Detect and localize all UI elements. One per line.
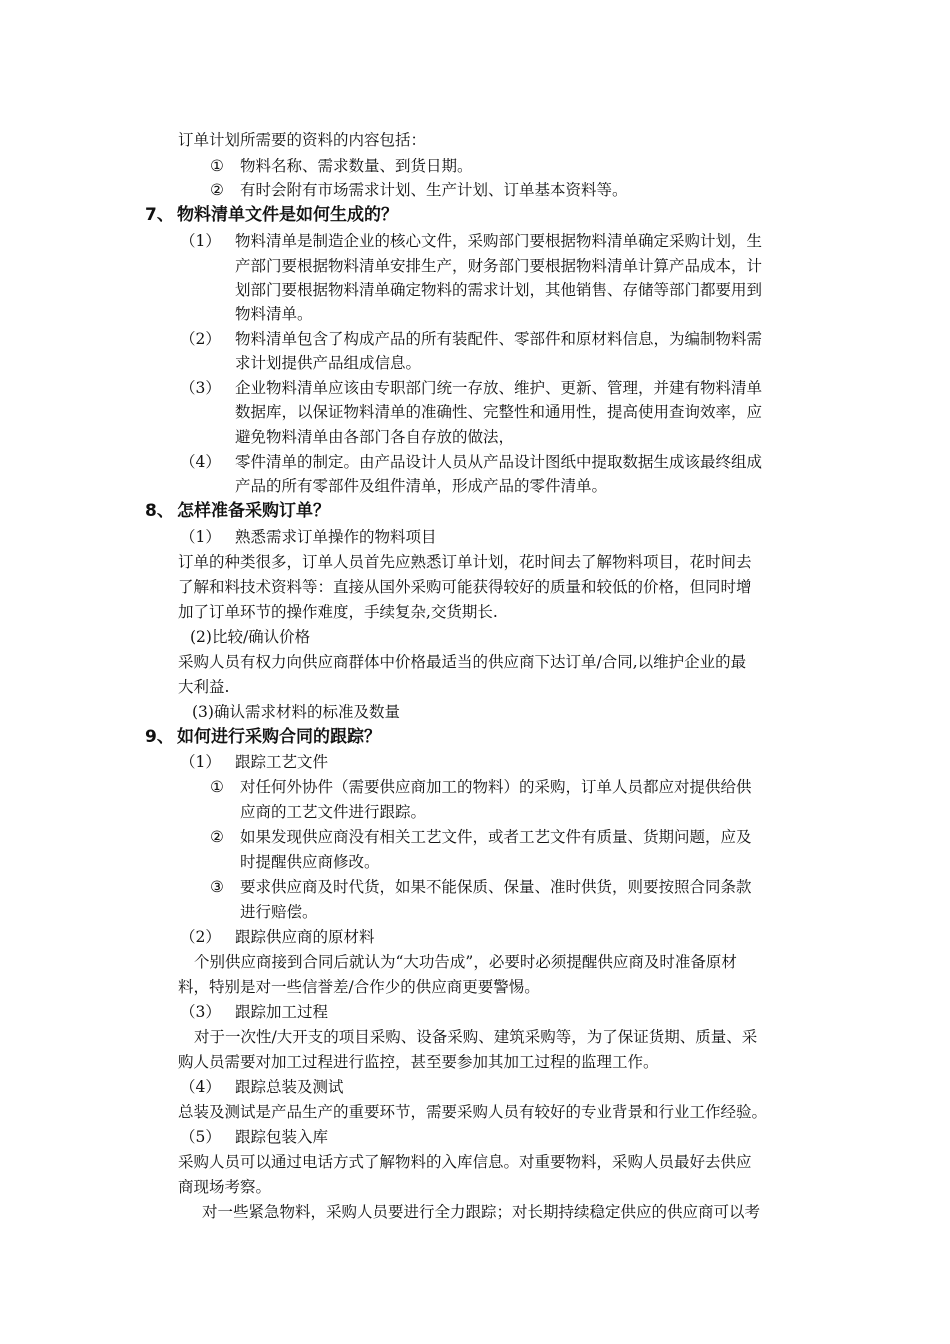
q9-s2-body: 料，特别是对一些信誉差/合作少的供应商更要警惕。 bbox=[178, 978, 540, 996]
intro-item-2-marker: ② bbox=[210, 181, 224, 199]
q8-sub1-body: 加了订单环节的操作难度，手续复杂,交货期长. bbox=[178, 603, 498, 621]
q9-s3-title: 跟踪加工过程 bbox=[235, 1003, 329, 1021]
intro-item-1-marker: ① bbox=[210, 157, 224, 175]
q9-s2-body: 个别供应商接到合同后就认为“大功告成”，必要时必须提醒供应商及时准备原材 bbox=[194, 953, 737, 971]
section-9-title: 如何进行采购合同的跟踪？ bbox=[177, 727, 381, 747]
section-8-title: 怎样准备采购订单？ bbox=[177, 501, 330, 521]
q9-s5-title: 跟踪包装入库 bbox=[235, 1128, 329, 1146]
section-7-title: 物料清单文件是如何生成的？ bbox=[177, 205, 398, 225]
q7-item-4-line: 产品的所有零部件及组件清单，形成产品的零件清单。 bbox=[235, 477, 608, 495]
q9-s2-title: 跟踪供应商的原材料 bbox=[235, 928, 375, 946]
q7-item-1-marker: （1） bbox=[180, 232, 221, 250]
intro-item-2-text: 有时会附有市场需求计划、生产计划、订单基本资料等。 bbox=[240, 181, 628, 199]
q7-item-4-line: 零件清单的制定。由产品设计人员从产品设计图纸中提取数据生成该最终组成 bbox=[235, 453, 763, 471]
q8-sub1-body: 了解和料技术资料等：直接从国外采购可能获得较好的质量和较低的价格，但同时增 bbox=[178, 578, 752, 596]
intro-line: 订单计划所需要的资料的内容包括： bbox=[178, 131, 427, 149]
q9-s3-marker: （3） bbox=[180, 1003, 221, 1021]
q8-sub1-marker: （1） bbox=[180, 528, 221, 546]
q9-s3-body: 对于一次性/大开支的项目采购、设备采购、建筑采购等，为了保证货期、质量、采 bbox=[194, 1028, 758, 1046]
q9-s1-item-1-marker: ① bbox=[210, 778, 224, 796]
q9-s1-title: 跟踪工艺文件 bbox=[235, 753, 329, 771]
q9-s4-marker: （4） bbox=[180, 1078, 221, 1096]
q7-item-3-line: 避免物料清单由各部门各自存放的做法， bbox=[235, 428, 515, 446]
q9-s5-marker: （5） bbox=[180, 1128, 221, 1146]
section-8-heading bbox=[145, 500, 330, 522]
q7-item-3-line: 数据库，以保证物料清单的准确性、完整性和通用性，提高使用查询效率，应 bbox=[235, 403, 763, 421]
q9-s1-item-2-line: 如果发现供应商没有相关工艺文件，或者工艺文件有质量、货期问题，应及 bbox=[240, 828, 752, 846]
q7-item-1-line: 产部门要根据物料清单安排生产，财务部门要根据物料清单计算产品成本，计 bbox=[235, 257, 763, 275]
section-9-number: 9、 bbox=[145, 727, 174, 747]
q8-sub2-body: 大利益. bbox=[178, 678, 230, 696]
q9-s1-item-3-line: 进行赔偿。 bbox=[240, 903, 318, 921]
section-7-heading bbox=[145, 204, 398, 226]
section-8-number: 8、 bbox=[145, 501, 174, 521]
q9-s1-item-2-line: 时提醒供应商修改。 bbox=[240, 853, 380, 871]
q7-item-3-line: 企业物料清单应该由专职部门统一存放、维护、更新、管理，并建有物料清单 bbox=[235, 379, 763, 397]
q7-item-1-line: 物料清单是制造企业的核心文件，采购部门要根据物料清单确定采购计划，生 bbox=[235, 232, 763, 250]
q9-closing-line: 对一些紧急物料，采购人员要进行全力跟踪；对长期持续稳定供应的供应商可以考 bbox=[202, 1203, 761, 1221]
q7-item-2-line: 求计划提供产品组成信息。 bbox=[235, 354, 422, 372]
q9-s4-title: 跟踪总装及测试 bbox=[235, 1078, 344, 1096]
q9-s1-item-2-marker: ② bbox=[210, 828, 224, 846]
q7-item-2-line: 物料清单包含了构成产品的所有装配件、零部件和原材料信息，为编制物料需 bbox=[235, 330, 763, 348]
q7-item-1-line: 划部门要根据物料清单确定物料的需求计划，其他销售、存储等部门都要用到 bbox=[235, 281, 763, 299]
q8-sub2-title: (2)比较/确认价格 bbox=[190, 628, 311, 646]
section-9-heading bbox=[145, 726, 381, 748]
q8-sub3-title: (3)确认需求材料的标准及数量 bbox=[192, 703, 400, 721]
q7-item-1-line: 物料清单。 bbox=[235, 305, 313, 323]
q8-sub1-title: 熟悉需求订单操作的物料项目 bbox=[235, 528, 437, 546]
q9-s1-item-3-line: 要求供应商及时代货，如果不能保质、保量、准时供货，则要按照合同条款 bbox=[240, 878, 752, 896]
q8-sub1-body: 订单的种类很多，订单人员首先应熟悉订单计划，花时间去了解物料项目，花时间去 bbox=[178, 553, 752, 571]
q7-item-4-marker: （4） bbox=[180, 453, 221, 471]
section-7-number: 7、 bbox=[145, 205, 174, 225]
q9-s1-item-1-line: 应商的工艺文件进行跟踪。 bbox=[240, 803, 427, 821]
q9-s5-body: 商现场考察。 bbox=[178, 1178, 272, 1196]
intro-item-1-text: 物料名称、需求数量、到货日期。 bbox=[240, 157, 473, 175]
q7-item-2-marker: （2） bbox=[180, 330, 221, 348]
q7-item-3-marker: （3） bbox=[180, 379, 221, 397]
q9-s5-body: 采购人员可以通过电话方式了解物料的入库信息。对重要物料，采购人员最好去供应 bbox=[178, 1153, 752, 1171]
q9-s3-body: 购人员需要对加工过程进行监控，甚至要参加其加工过程的监理工作。 bbox=[178, 1053, 659, 1071]
q9-s1-marker: （1） bbox=[180, 753, 221, 771]
q8-sub2-body: 采购人员有权力向供应商群体中价格最适当的供应商下达订单/合同,以维护企业的最 bbox=[178, 653, 747, 671]
q9-s1-item-3-marker: ③ bbox=[210, 878, 224, 896]
q9-s1-item-1-line: 对任何外协件（需要供应商加工的物料）的采购，订单人员都应对提供给供 bbox=[240, 778, 752, 796]
q9-s2-marker: （2） bbox=[180, 928, 221, 946]
q9-s4-body: 总装及测试是产品生产的重要环节，需要采购人员有较好的专业背景和行业工作经验。 bbox=[178, 1103, 768, 1121]
